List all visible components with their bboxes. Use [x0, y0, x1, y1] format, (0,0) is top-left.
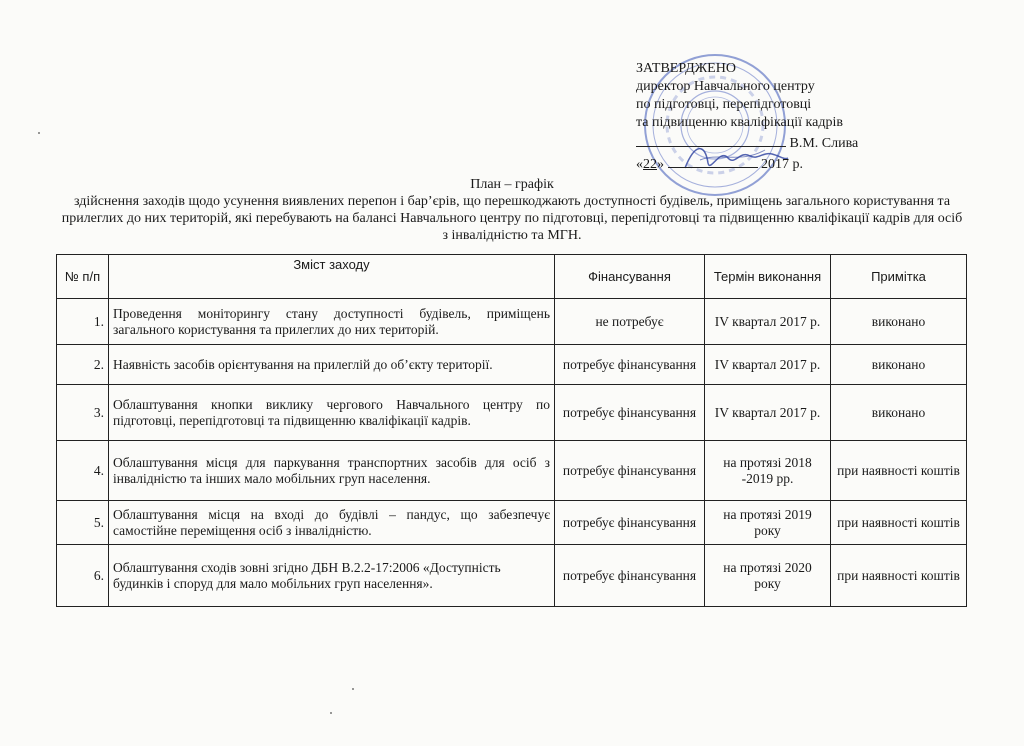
- row-financing: потребує фінансування: [555, 345, 705, 385]
- row-note: при наявності коштів: [831, 441, 967, 501]
- table-row: [57, 385, 967, 441]
- row-term: IV квартал 2017 р.: [705, 385, 831, 441]
- header-financing: Фінансування: [555, 255, 705, 299]
- date-day: 22: [643, 157, 657, 172]
- row-term: на протязі 2020 року: [705, 545, 831, 607]
- row-content: Наявність засобів орієнтування на прилеглій до об’єкту території.: [109, 345, 555, 385]
- document-title: [60, 176, 964, 244]
- approval-position-line3: та підвищенню кваліфікації кадрів: [636, 115, 843, 130]
- approval-date: [636, 153, 936, 174]
- table-row: [57, 441, 967, 501]
- row-note: виконано: [831, 299, 967, 345]
- row-num: 1.: [57, 299, 109, 345]
- row-content: Облаштування місця на вході до будівлі – пандус, що забезпечує самостійне переміщення осіб з інвалідністю.: [109, 501, 555, 545]
- approval-position-line2: по підготовці, перепідготовці: [636, 97, 812, 112]
- header-note: Примітка: [831, 255, 967, 299]
- row-num: 4.: [57, 441, 109, 501]
- row-financing: потребує фінансування: [555, 385, 705, 441]
- date-quote-open: «: [636, 157, 643, 172]
- table-row: [57, 501, 967, 545]
- scan-speck: [352, 688, 354, 690]
- row-num: 6.: [57, 545, 109, 607]
- scan-speck: [330, 712, 332, 714]
- row-financing: потребує фінансування: [555, 501, 705, 545]
- table-row: [57, 345, 967, 385]
- date-year: 2017 р.: [761, 157, 803, 172]
- row-content: Проведення моніторингу стану доступності будівель, приміщень загального користування та прилеглих до них територій.: [109, 299, 555, 345]
- row-term: на протязі 2018 -2019 рр.: [705, 441, 831, 501]
- row-note: при наявності коштів: [831, 545, 967, 607]
- row-financing: потребує фінансування: [555, 441, 705, 501]
- approver-name: В.М. Слива: [789, 136, 859, 151]
- table-row: [57, 545, 967, 607]
- table-row: [57, 299, 967, 345]
- approval-position-line1: директор Навчального центру: [636, 79, 815, 94]
- row-financing: потребує фінансування: [555, 545, 705, 607]
- approval-heading: ЗАТВЕРДЖЕНО: [636, 61, 736, 76]
- date-month-underline: [668, 153, 758, 168]
- header-num: № п/п: [57, 255, 109, 299]
- title-description: здійснення заходів щодо усунення виявлених перепон і бар’єрів, що перешкоджають доступності будівель, приміщень загального користування та прилеглих до них територій, які перебувають на балансі Навчального центру по підготовці, перепідготовці та підвищенню кваліфікації кадрів для осіб з інвалідністю та МГН.: [61, 194, 963, 243]
- title-main: План – графік: [470, 177, 554, 192]
- row-note: виконано: [831, 385, 967, 441]
- row-content: Облаштування сходів зовні згідно ДБН В.2.2-17:2006 «Доступність будинків і споруд для мало мобільних груп населення».: [109, 545, 555, 607]
- approval-block: [636, 60, 936, 174]
- header-content: Зміст заходу: [109, 255, 555, 299]
- date-quote-close: »: [657, 157, 664, 172]
- row-term: IV квартал 2017 р.: [705, 345, 831, 385]
- header-term: Термін виконання: [705, 255, 831, 299]
- measures-table: [56, 254, 967, 607]
- signature-underline: [636, 132, 786, 147]
- row-content: Облаштування кнопки виклику чергового Навчального центру по підготовці, перепідготовці та підвищенню кваліфікації кадрів.: [109, 385, 555, 441]
- row-financing: не потребує: [555, 299, 705, 345]
- row-note: виконано: [831, 345, 967, 385]
- row-term: на протязі 2019 року: [705, 501, 831, 545]
- row-content: Облаштування місця для паркування транспортних засобів для осіб з інвалідністю та інших мало мобільних груп населення.: [109, 441, 555, 501]
- row-term: IV квартал 2017 р.: [705, 299, 831, 345]
- row-num: 2.: [57, 345, 109, 385]
- approval-signature-line: [636, 132, 936, 153]
- table-header-row: [57, 255, 967, 299]
- scan-speck: [38, 132, 40, 134]
- row-num: 3.: [57, 385, 109, 441]
- row-num: 5.: [57, 501, 109, 545]
- row-note: при наявності коштів: [831, 501, 967, 545]
